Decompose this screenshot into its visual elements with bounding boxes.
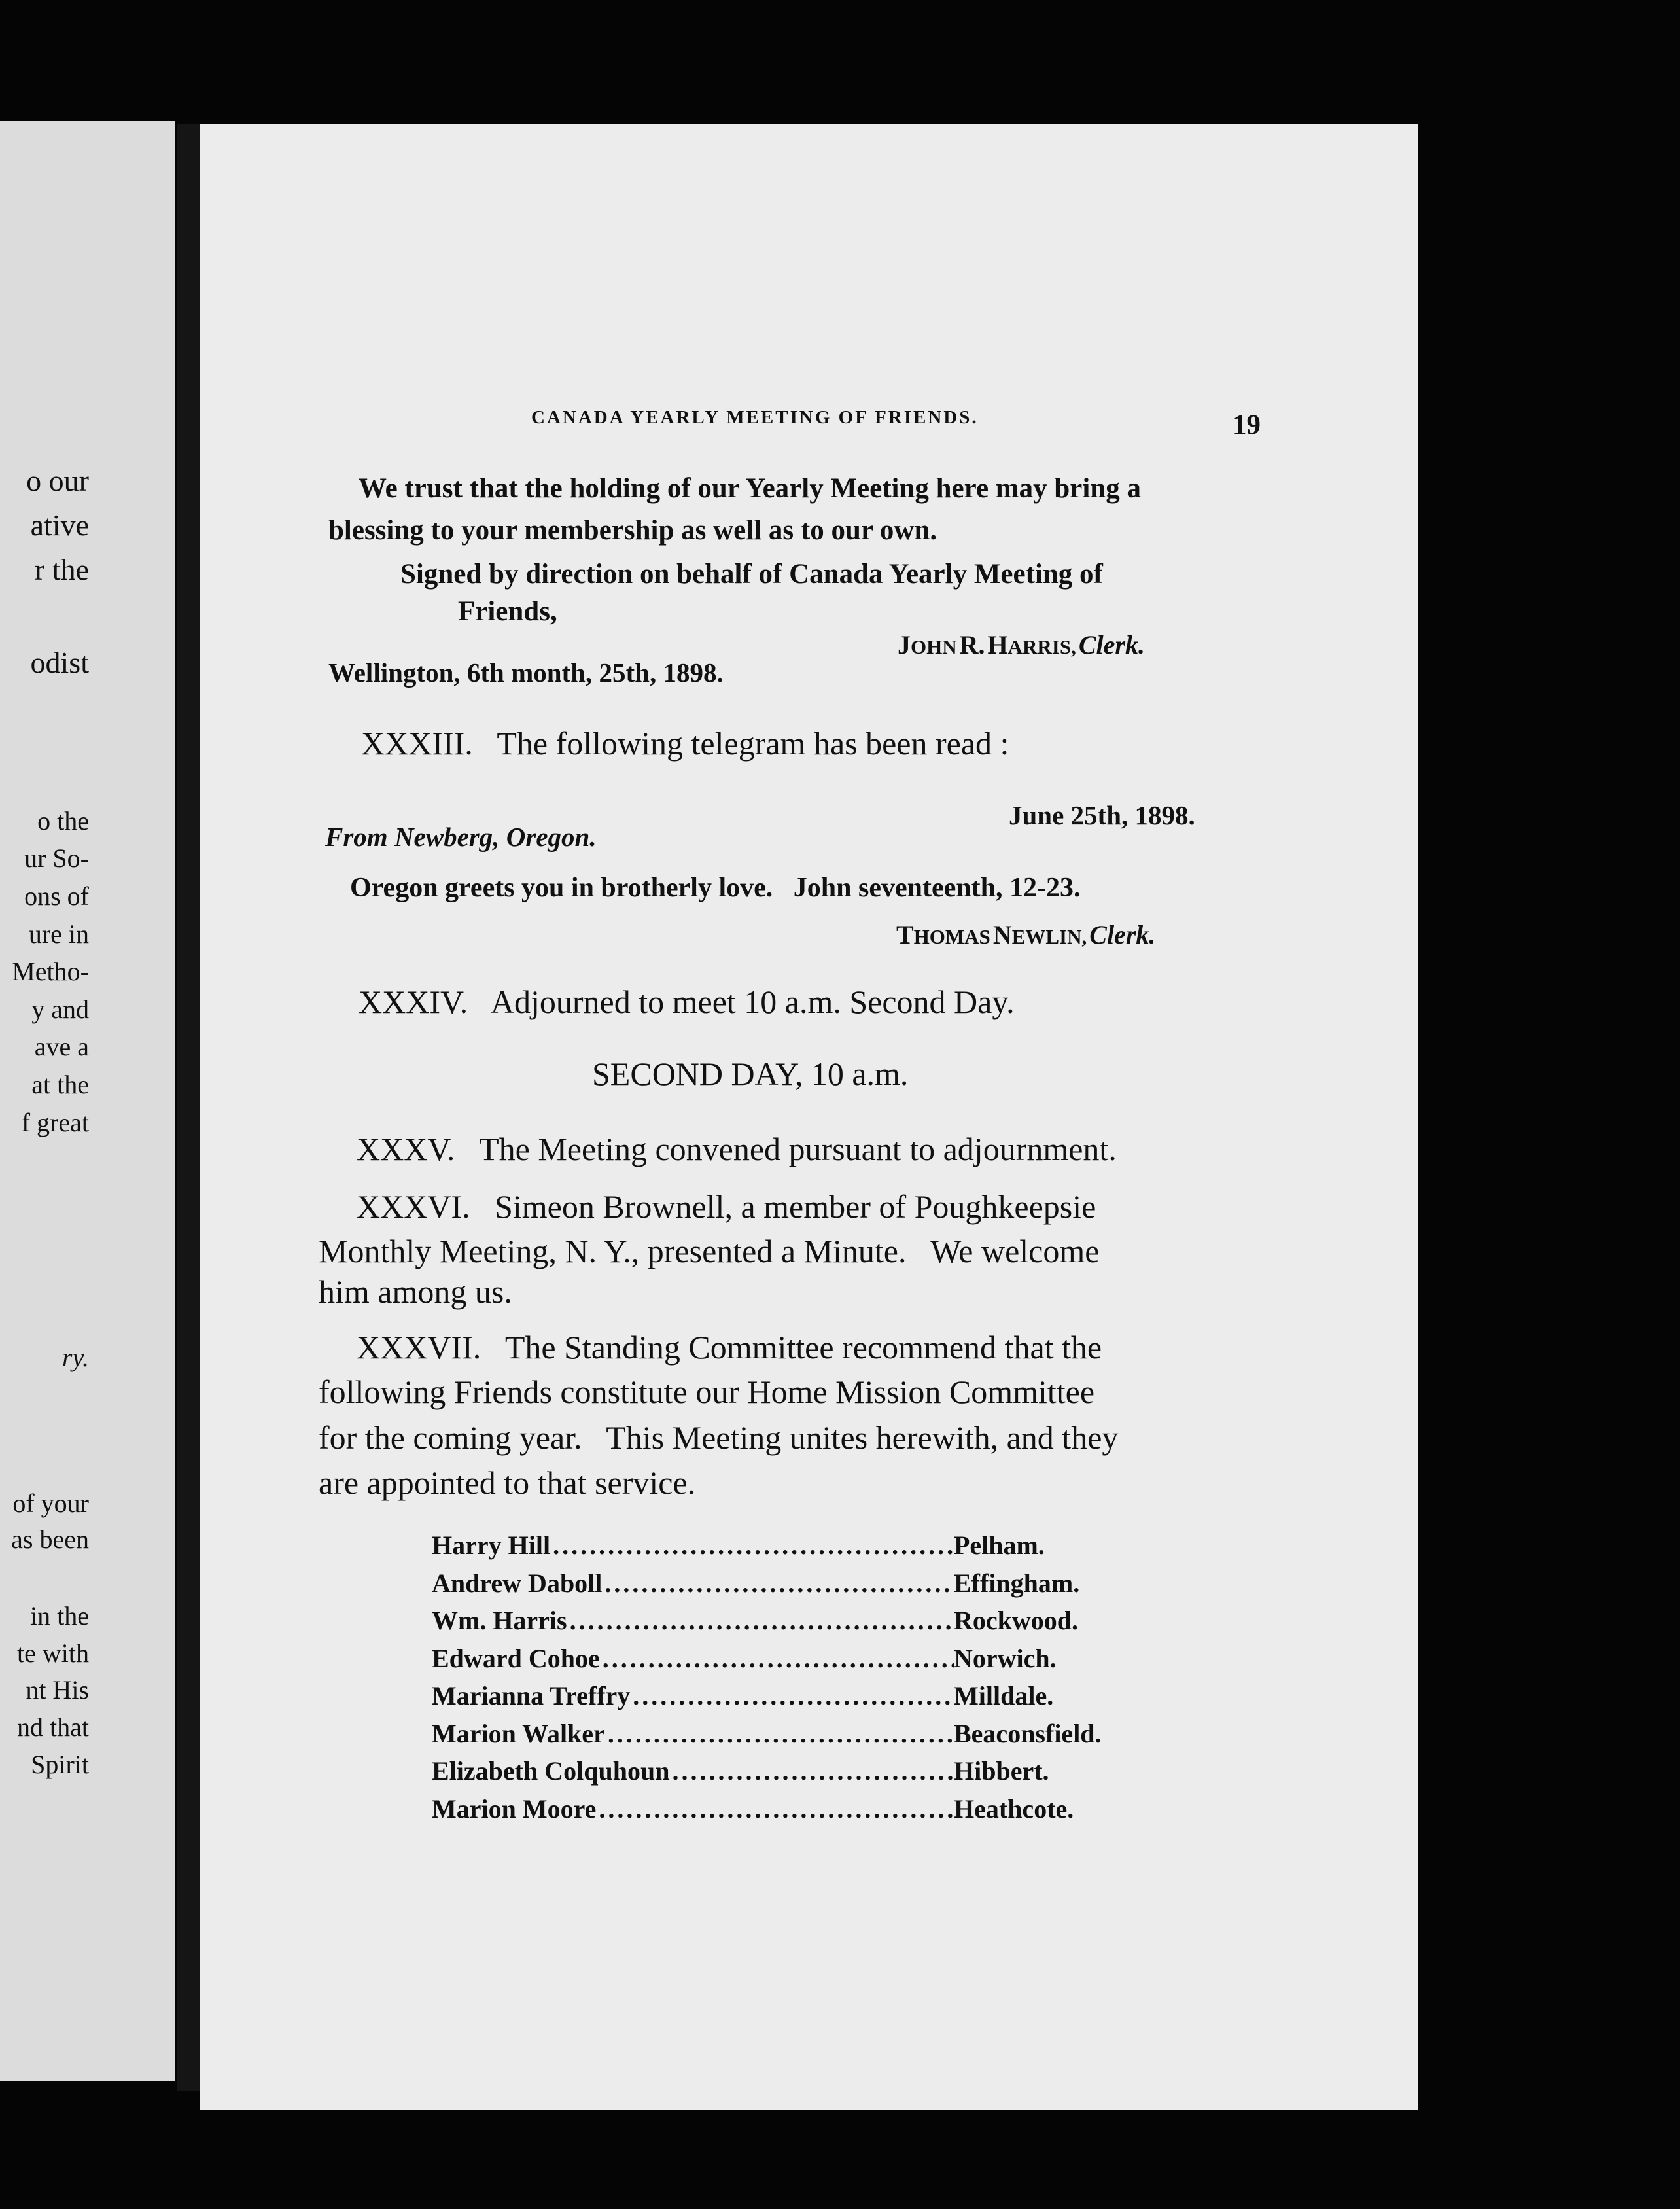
letter-line-2: blessing to your membership as well as to our own. xyxy=(328,515,937,546)
telegram-origin: From Newberg, Oregon. xyxy=(325,822,597,852)
telegram-message: Oregon greets you in brotherly love. John seventeenth, 12-23. xyxy=(350,873,1081,903)
page-number: 19 xyxy=(1233,410,1261,440)
facing-page-line: o our xyxy=(26,464,89,497)
committee-row xyxy=(432,1643,1138,1681)
committee-member-name: Marion Walker xyxy=(432,1718,605,1748)
facing-page-line: ure in xyxy=(28,919,89,949)
section-heading-second-day: SECOND DAY, 10 a.m. xyxy=(592,1055,909,1092)
running-header: CANADA YEARLY MEETING OF FRIENDS. xyxy=(531,407,979,428)
facing-page-line: at the xyxy=(31,1070,89,1099)
facing-page-line: nt His xyxy=(26,1675,89,1705)
item-xxxiii: XXXIII. The following telegram has been read : xyxy=(361,725,1009,762)
dot-leader xyxy=(596,1794,954,1824)
facing-page-line: r the xyxy=(34,553,89,586)
item-xxxiv: XXXIV. Adjourned to meet 10 a.m. Second Day. xyxy=(359,983,1015,1020)
letter-place-date: Wellington, 6th month, 25th, 1898. xyxy=(328,658,724,688)
committee-row xyxy=(432,1568,1138,1606)
item-xxxvii-line-1: XXXVII. The Standing Committee recommend that the xyxy=(357,1329,1102,1366)
facing-page-line: odist xyxy=(30,646,89,679)
committee-member-name: Elizabeth Colquhoun xyxy=(432,1756,670,1786)
facing-page-line: ur So- xyxy=(24,843,89,873)
dot-leader xyxy=(605,1718,954,1749)
item-xxxvii-line-3: for the coming year. This Meeting unites herewith, and they xyxy=(319,1419,1119,1456)
committee-member-place: Effingham. xyxy=(954,1568,1080,1598)
letter-clerk-signature: JOHN R. HARRIS, Clerk. xyxy=(898,630,1145,660)
facing-page-line: ative xyxy=(30,508,89,542)
committee-member-place: Beaconsfield. xyxy=(954,1718,1102,1748)
item-xxxvi-line-1: XXXVI. Simeon Brownell, a member of Poughkeepsie xyxy=(357,1188,1096,1225)
facing-page-line: f great xyxy=(21,1108,89,1137)
dot-leader xyxy=(602,1568,954,1599)
committee-member-name: Marion Moore xyxy=(432,1794,597,1824)
signed-line-2: Friends, xyxy=(458,596,557,627)
item-xxxvii-line-4: are appointed to that service. xyxy=(319,1464,696,1501)
facing-page-line: Spirit xyxy=(31,1750,89,1779)
committee-row xyxy=(432,1530,1138,1568)
telegram-sender-signature: THOMAS NEWLIN, Clerk. xyxy=(896,920,1156,949)
committee-member-place: Milldale. xyxy=(954,1681,1054,1710)
dot-leader xyxy=(550,1530,954,1561)
committee-row xyxy=(432,1718,1138,1756)
committee-member-place: Hibbert. xyxy=(954,1756,1049,1786)
facing-page-line: in the xyxy=(30,1601,89,1631)
facing-page-line: te with xyxy=(17,1638,89,1668)
facing-page-line: as been xyxy=(11,1525,89,1554)
committee-member-place: Pelham. xyxy=(954,1530,1045,1560)
committee-row xyxy=(432,1680,1138,1718)
dot-leader xyxy=(600,1643,954,1674)
facing-page-line: o the xyxy=(37,806,89,836)
dot-leader xyxy=(630,1680,954,1711)
committee-member-name: Wm. Harris xyxy=(432,1606,567,1635)
committee-member-name: Andrew Daboll xyxy=(432,1568,603,1598)
committee-list xyxy=(432,1530,1138,1831)
facing-page-line: of your xyxy=(12,1489,89,1518)
telegram-date: June 25th, 1898. xyxy=(1009,800,1195,830)
committee-row xyxy=(432,1756,1138,1794)
item-xxxvi-line-2: Monthly Meeting, N. Y., presented a Minute. We welcome xyxy=(319,1233,1100,1269)
committee-member-name: Harry Hill xyxy=(432,1530,551,1560)
item-xxxv: XXXV. The Meeting convened pursuant to adjournment. xyxy=(357,1131,1117,1167)
committee-row xyxy=(432,1605,1138,1643)
dot-leader xyxy=(567,1605,954,1636)
facing-page-line: ons of xyxy=(24,881,89,911)
facing-page-fragment xyxy=(0,121,175,2081)
committee-member-place: Norwich. xyxy=(954,1643,1057,1673)
facing-page-line: y and xyxy=(31,995,89,1024)
item-xxxvi-line-3: him among us. xyxy=(319,1273,512,1310)
item-xxxvii-line-2: following Friends constitute our Home Mission Committee xyxy=(319,1373,1095,1410)
committee-member-name: Edward Cohoe xyxy=(432,1643,600,1673)
facing-page-line: Metho- xyxy=(12,957,89,986)
committee-member-place: Rockwood. xyxy=(954,1606,1079,1635)
facing-page-line: ave a xyxy=(34,1032,89,1061)
committee-row xyxy=(432,1794,1138,1831)
book-gutter xyxy=(177,124,200,2091)
dot-leader xyxy=(669,1756,954,1786)
committee-member-place: Heathcote. xyxy=(954,1794,1074,1824)
facing-page-line: ry. xyxy=(61,1343,89,1372)
facing-page-line: nd that xyxy=(17,1712,89,1742)
committee-member-name: Marianna Treffry xyxy=(432,1681,631,1710)
letter-line-1: We trust that the holding of our Yearly Meeting here may bring a xyxy=(359,473,1141,504)
signed-line-1: Signed by direction on behalf of Canada Yearly Meeting of xyxy=(400,559,1103,590)
